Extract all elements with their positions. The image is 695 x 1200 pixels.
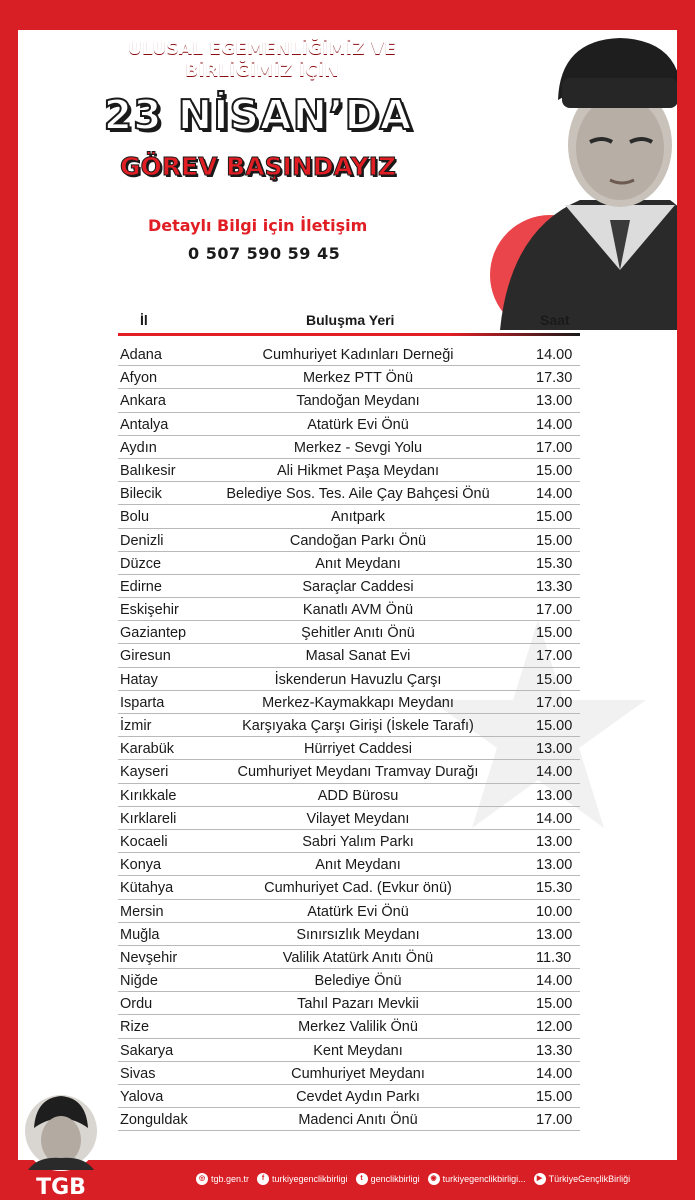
row-city: Bolu <box>120 509 150 526</box>
table-row <box>118 1086 580 1109</box>
row-time: 13.30 <box>536 578 573 595</box>
row-time: 17.00 <box>536 694 573 711</box>
row-place: ADD Bürosu <box>317 787 399 804</box>
row-city: Kırklareli <box>120 810 177 827</box>
table-row <box>118 947 580 970</box>
row-time: 15.00 <box>536 462 573 479</box>
row-time: 13.00 <box>536 833 573 850</box>
row-place: Tahıl Pazarı Mevkii <box>297 996 419 1013</box>
row-place: Atatürk Evi Önü <box>307 416 409 433</box>
row-place: Belediye Önü <box>314 973 402 990</box>
row-place: Tandoğan Meydanı <box>296 393 420 410</box>
table-row <box>118 367 580 390</box>
row-city: Düzce <box>120 555 162 572</box>
row-time: 15.30 <box>536 555 573 572</box>
tgb-logo-text: TGB <box>36 1175 86 1200</box>
row-city: Sivas <box>120 1065 156 1082</box>
table-row <box>118 901 580 924</box>
row-time: 13.00 <box>536 393 573 410</box>
row-city: Giresun <box>120 648 171 665</box>
instagram-icon: ◉ <box>428 1173 440 1185</box>
row-time: 14.00 <box>536 973 573 990</box>
social-footer <box>196 1172 630 1186</box>
row-city: Muğla <box>120 926 160 943</box>
table-row <box>118 344 580 367</box>
table-row <box>118 390 580 413</box>
row-time: 15.00 <box>536 996 573 1013</box>
row-time: 15.30 <box>536 880 573 897</box>
table-row <box>118 576 580 599</box>
row-place: Kanatlı AVM Önü <box>302 602 414 619</box>
row-place: Cumhuriyet Kadınları Derneği <box>262 347 454 363</box>
portrait-illustration <box>470 30 677 330</box>
row-time: 13.00 <box>536 787 573 804</box>
table-row <box>118 645 580 668</box>
row-time: 14.00 <box>536 810 573 827</box>
table-row <box>118 831 580 854</box>
social-link-label: TürkiyeGençlikBirliği <box>548 1174 631 1184</box>
row-time: 17.00 <box>536 602 573 619</box>
row-city: Ordu <box>120 996 153 1013</box>
table-row <box>118 738 580 761</box>
row-place: Vilayet Meydanı <box>306 810 410 827</box>
row-place: Anıtpark <box>331 509 385 526</box>
row-city: Mersin <box>120 903 164 920</box>
row-city: Aydın <box>120 439 157 456</box>
table-row <box>118 692 580 715</box>
row-city: Kırıkkale <box>120 787 177 804</box>
row-place: Cumhuriyet Cad. (Evkur önü) <box>264 880 452 897</box>
row-time: 14.00 <box>536 347 573 363</box>
table-row <box>118 669 580 692</box>
row-city: Antalya <box>120 416 169 433</box>
row-place: İskenderun Havuzlu Çarşı <box>274 671 442 688</box>
row-time: 10.00 <box>536 903 573 920</box>
facebook-icon: f <box>257 1173 269 1185</box>
row-city: Balıkesir <box>120 462 176 479</box>
table-row <box>118 553 580 576</box>
row-time: 14.00 <box>536 1065 573 1082</box>
row-time: 15.00 <box>536 532 573 549</box>
header-divider <box>118 333 580 336</box>
table-row <box>118 854 580 877</box>
social-link[interactable] <box>257 1173 348 1185</box>
social-link[interactable] <box>196 1173 249 1185</box>
row-place: Cumhuriyet Meydanı Tramvay Durağı <box>237 764 479 781</box>
row-city: Hatay <box>120 671 158 688</box>
row-place: Atatürk Evi Önü <box>307 903 409 920</box>
row-time: 14.00 <box>536 486 573 503</box>
row-place: Merkez Valilik Önü <box>298 1019 418 1036</box>
row-time: 13.00 <box>536 857 573 874</box>
table-row <box>118 506 580 529</box>
social-link-label: turkiyegenclikbirligi <box>272 1174 348 1184</box>
row-place: Karşıyaka Çarşı Girişi (İskele Tarafı) <box>242 718 474 734</box>
headline-line-1: ULUSAL EGEMENLİĞİMİZ VE <box>127 39 397 59</box>
row-city: Konya <box>120 857 162 874</box>
row-city: Yalova <box>120 1089 164 1105</box>
row-city: Niğde <box>120 973 158 990</box>
table-row <box>118 1063 580 1086</box>
row-time: 17.00 <box>536 1112 573 1129</box>
tgb-logo-badge <box>18 1088 104 1200</box>
row-place: Şehitler Anıtı Önü <box>301 625 415 642</box>
row-place: Hürriyet Caddesi <box>304 741 412 758</box>
header-place: Buluşma Yeri <box>306 312 395 328</box>
row-city: Zonguldak <box>120 1112 188 1129</box>
row-time: 11.30 <box>536 949 572 966</box>
row-city: Kayseri <box>120 764 169 781</box>
table-row <box>118 1040 580 1063</box>
headline-top <box>92 38 432 82</box>
row-place: Anıt Meydanı <box>315 857 401 874</box>
table-row <box>118 414 580 437</box>
row-place: Kent Meydanı <box>313 1042 403 1059</box>
row-time: 15.00 <box>536 718 573 734</box>
row-city: Eskişehir <box>120 602 179 619</box>
row-place: Merkez - Sevgi Yolu <box>293 439 423 456</box>
row-time: 15.00 <box>536 1089 573 1105</box>
row-city: Kütahya <box>120 880 174 897</box>
social-link-label: turkiyegenclikbirligi... <box>442 1174 526 1184</box>
row-city: Karabük <box>120 741 175 758</box>
row-city: Gaziantep <box>120 625 187 642</box>
table-row <box>118 1016 580 1039</box>
header-time: Saat <box>540 312 570 328</box>
headline-date: 23 NİSAN’DA <box>103 91 413 139</box>
row-city: Nevşehir <box>120 949 178 966</box>
row-city: Kocaeli <box>120 833 168 850</box>
contact-label: Detaylı Bilgi için İletişim <box>148 216 368 235</box>
row-place: Saraçlar Caddesi <box>302 578 414 595</box>
table-row <box>118 761 580 784</box>
row-place: Cevdet Aydın Parkı <box>296 1089 420 1105</box>
row-time: 17.00 <box>536 439 573 456</box>
row-city: İzmir <box>120 718 152 734</box>
meeting-table <box>118 344 580 1132</box>
row-place: Cumhuriyet Meydanı <box>291 1065 425 1082</box>
row-time: 13.30 <box>536 1042 573 1059</box>
twitter-icon: t <box>356 1173 368 1185</box>
row-city: Denizli <box>120 532 164 549</box>
row-place: Merkez-Kaymakkapı Meydanı <box>262 694 454 711</box>
table-row <box>118 808 580 831</box>
row-place: Merkez PTT Önü <box>302 370 414 387</box>
row-place: Sınırsızlık Meydanı <box>296 926 420 943</box>
social-link-label: genclikbirligi <box>370 1174 420 1184</box>
social-link[interactable] <box>534 1173 631 1185</box>
row-time: 14.00 <box>536 764 573 781</box>
social-link[interactable] <box>428 1173 526 1185</box>
row-city: Isparta <box>120 694 165 711</box>
header-city: İl <box>140 312 148 328</box>
table-row <box>118 530 580 553</box>
row-city: Edirne <box>120 578 162 595</box>
contact-phone: 0 507 590 59 45 <box>188 244 341 263</box>
row-city: Bilecik <box>120 486 162 503</box>
row-time: 14.00 <box>536 416 573 433</box>
row-place: Anıt Meydanı <box>315 555 401 572</box>
headline-sub: GÖREV BAŞINDAYIZ <box>119 152 397 181</box>
row-place: Madenci Anıtı Önü <box>298 1112 418 1129</box>
table-row <box>118 785 580 808</box>
row-time: 13.00 <box>536 741 573 758</box>
row-time: 15.00 <box>536 509 573 526</box>
row-time: 15.00 <box>536 671 573 688</box>
row-city: Afyon <box>120 370 158 387</box>
table-row <box>118 622 580 645</box>
table-row <box>118 993 580 1016</box>
row-place: Belediye Sos. Tes. Aile Çay Bahçesi Önü <box>226 486 490 503</box>
table-row <box>118 1109 580 1132</box>
table-row <box>118 877 580 900</box>
row-time: 17.00 <box>536 648 573 665</box>
table-row <box>118 437 580 460</box>
row-place: Masal Sanat Evi <box>305 648 411 665</box>
table-row <box>118 599 580 622</box>
row-city: Sakarya <box>120 1042 174 1059</box>
table-row <box>118 460 580 483</box>
table-row <box>118 924 580 947</box>
row-place: Candoğan Parkı Önü <box>289 532 427 549</box>
row-time: 13.00 <box>536 926 573 943</box>
table-row <box>118 970 580 993</box>
row-place: Ali Hikmet Paşa Meydanı <box>277 462 439 479</box>
row-time: 15.00 <box>536 625 573 642</box>
youtube-icon: ▶ <box>534 1173 546 1185</box>
row-time: 17.30 <box>536 370 573 387</box>
headline-line-2: BİRLİĞİMİZ İÇİN <box>185 61 339 81</box>
row-city: Adana <box>120 347 162 363</box>
row-time: 12.00 <box>536 1019 573 1036</box>
web-icon: ◎ <box>196 1173 208 1185</box>
row-city: Rize <box>120 1019 150 1036</box>
social-link[interactable] <box>356 1173 420 1185</box>
social-link-label: tgb.gen.tr <box>211 1174 250 1184</box>
row-place: Valilik Atatürk Anıtı Önü <box>282 949 434 966</box>
table-row <box>118 715 580 738</box>
row-city: Ankara <box>120 393 166 410</box>
row-place: Sabri Yalım Parkı <box>302 833 414 850</box>
table-row <box>118 483 580 506</box>
